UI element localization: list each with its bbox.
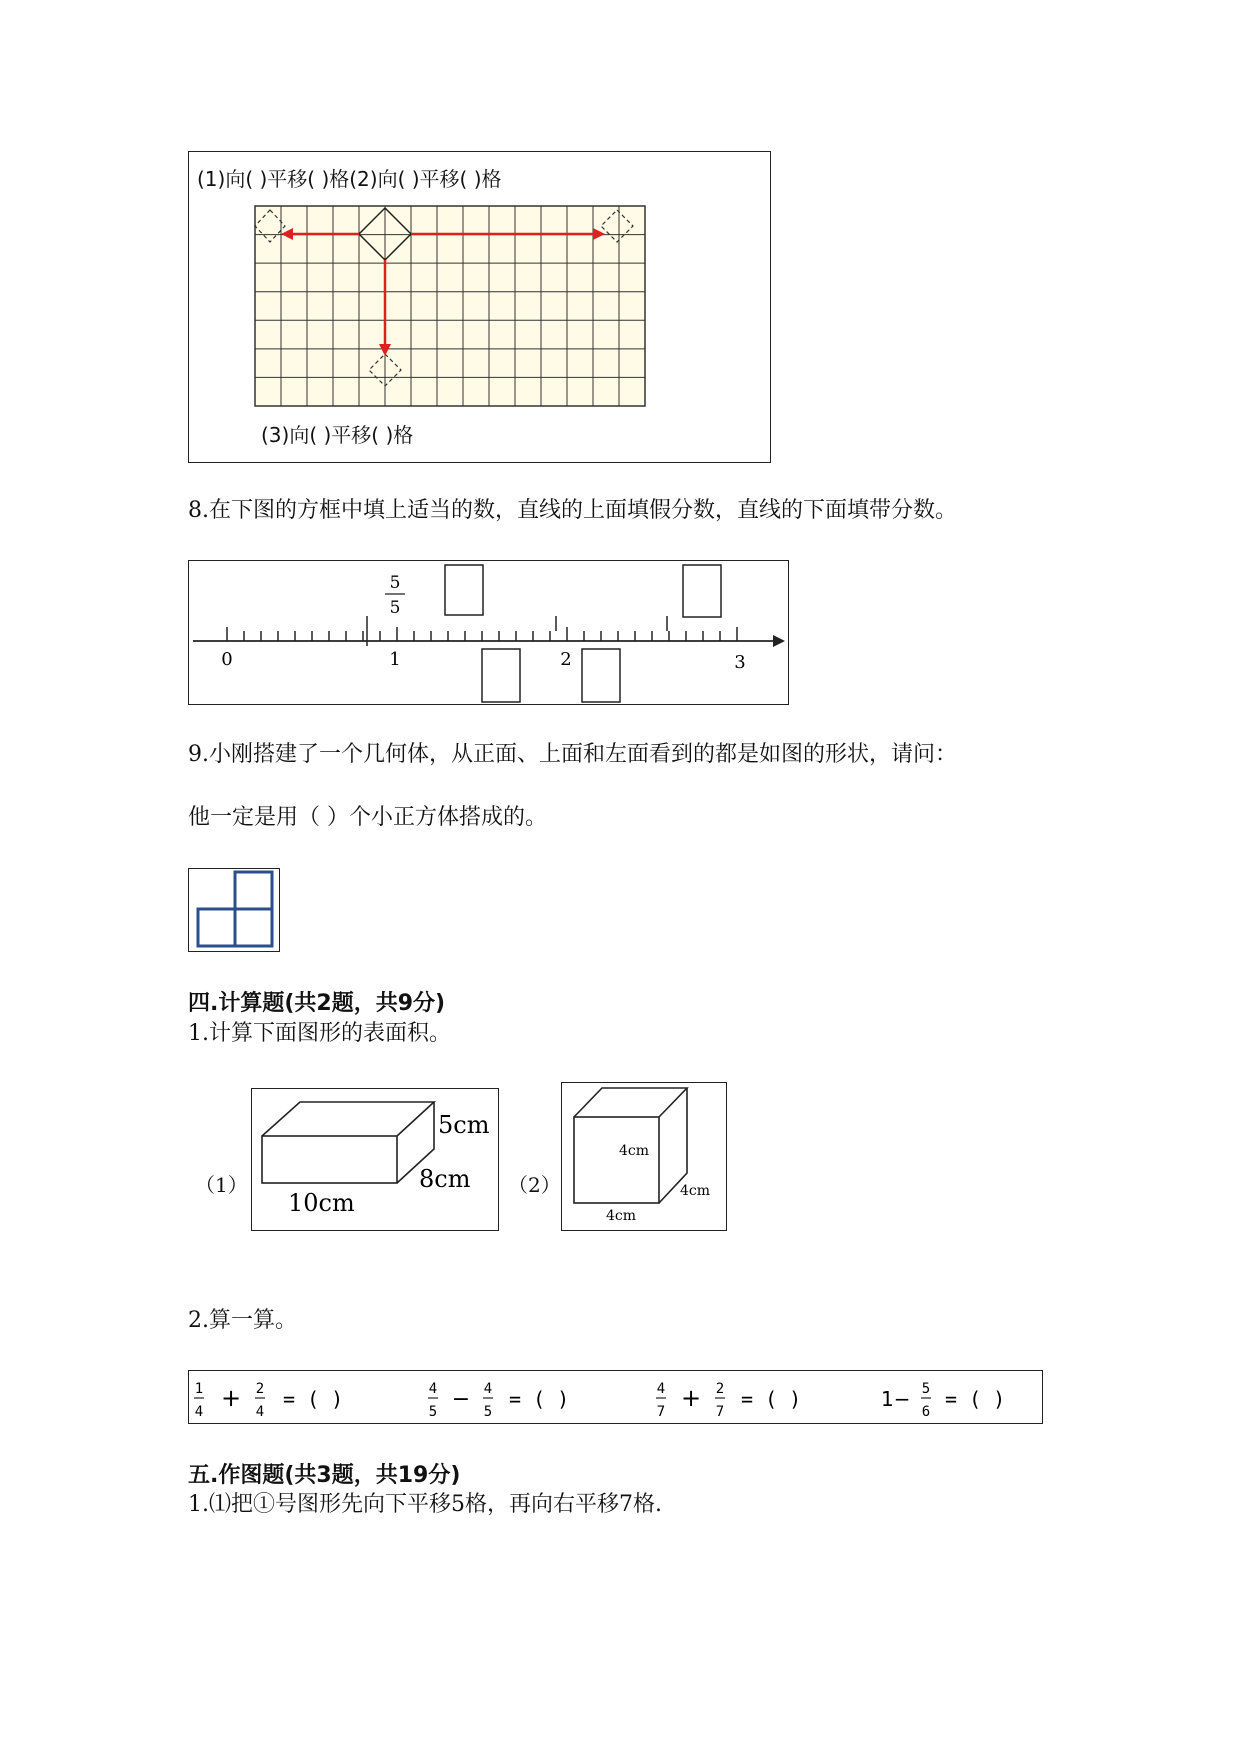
calc-expression-1 bbox=[193, 1371, 383, 1423]
calc-expression-4 bbox=[879, 1371, 1041, 1423]
calc3-denominator-2: 7 bbox=[715, 1404, 725, 1420]
figure-2-label: （2） bbox=[508, 1173, 561, 1197]
axis-label-2: 2 bbox=[560, 649, 572, 670]
fraction-denominator: 5 bbox=[389, 598, 401, 618]
calc1-numerator-2: 2 bbox=[255, 1381, 265, 1397]
section-4-question-2: 2.算一算。 bbox=[188, 1308, 297, 1333]
calc1-numerator-1: 1 bbox=[194, 1381, 204, 1397]
number-line-figure bbox=[188, 560, 789, 705]
calc4-numerator: 5 bbox=[921, 1381, 931, 1397]
calc2-numerator-2: 4 bbox=[483, 1381, 493, 1397]
cuboid-drawing bbox=[252, 1089, 498, 1230]
calc2-denominator-2: 5 bbox=[483, 1404, 493, 1420]
cuboid-figure bbox=[251, 1088, 499, 1231]
cube-edge-label-b: 4cm bbox=[680, 1183, 711, 1199]
cuboid-length-label: 10cm bbox=[288, 1189, 355, 1217]
section-5-title: 五.作图题(共3题，共19分) bbox=[188, 1463, 461, 1488]
answer-box-lower-1 bbox=[482, 649, 520, 702]
calc2-operator: − bbox=[451, 1387, 471, 1412]
cuboid-width-label: 8cm bbox=[419, 1165, 471, 1193]
translation-grid bbox=[189, 152, 770, 462]
three-view-shape bbox=[189, 869, 279, 951]
question-9-blank-line: 他一定是用（ ）个小正方体搭成的。 bbox=[188, 805, 547, 830]
calc1-operator: + bbox=[220, 1384, 242, 1412]
calc-expression-2 bbox=[427, 1371, 617, 1423]
calc2-numerator-1: 4 bbox=[428, 1381, 438, 1397]
calc3-operator: + bbox=[680, 1384, 702, 1412]
calc2-denominator-1: 5 bbox=[428, 1404, 438, 1420]
calc4-lead: 1− bbox=[881, 1387, 911, 1411]
calc1-denominator-1: 4 bbox=[194, 1404, 204, 1420]
answer-box-upper-1 bbox=[445, 565, 483, 615]
question-9-text: 9.小刚搭建了一个几何体，从正面、上面和左面看到的都是如图的形状，请问： bbox=[188, 742, 957, 767]
three-view-figure bbox=[188, 868, 280, 952]
calc4-answer-blank: = ( ) bbox=[945, 1387, 1006, 1411]
calc-expression-3 bbox=[655, 1371, 845, 1423]
cube-drawing bbox=[562, 1083, 726, 1230]
cube-figure bbox=[561, 1082, 727, 1231]
translation-figure bbox=[188, 151, 771, 463]
calc1-denominator-2: 4 bbox=[255, 1404, 265, 1420]
calc4-denominator: 6 bbox=[921, 1404, 931, 1420]
cuboid-height-label: 5cm bbox=[438, 1111, 490, 1139]
number-line bbox=[189, 561, 788, 704]
calc1-answer-blank: = ( ) bbox=[283, 1387, 344, 1411]
answer-box-upper-2 bbox=[683, 565, 721, 617]
question-8-text: 8.在下图的方框中填上适当的数，直线的上面填假分数，直线的下面填带分数。 bbox=[188, 498, 957, 523]
cube-edge-label-a: 4cm bbox=[619, 1143, 650, 1159]
section-4-question-1: 1.计算下面图形的表面积。 bbox=[188, 1021, 451, 1046]
calc3-numerator-2: 2 bbox=[715, 1381, 725, 1397]
calc2-answer-blank: = ( ) bbox=[509, 1387, 570, 1411]
section-5-question-1: 1.⑴把①号图形先向下平移5格，再向右平移7格. bbox=[188, 1492, 662, 1517]
translation-question-3: (3)向( )平移( )格 bbox=[261, 423, 414, 447]
fraction-numerator: 5 bbox=[389, 573, 401, 593]
calculation-strip bbox=[188, 1370, 1043, 1424]
axis-label-0: 0 bbox=[221, 649, 233, 670]
calc3-denominator-1: 7 bbox=[656, 1404, 666, 1420]
axis-label-1: 1 bbox=[389, 649, 401, 670]
cube-edge-label-c: 4cm bbox=[606, 1208, 637, 1224]
calc3-answer-blank: = ( ) bbox=[741, 1387, 802, 1411]
figure-1-label: （1） bbox=[195, 1173, 248, 1197]
axis-label-3: 3 bbox=[734, 652, 746, 673]
answer-box-lower-2 bbox=[582, 649, 620, 702]
calc3-numerator-1: 4 bbox=[656, 1381, 666, 1397]
translation-question-1-2: (1)向( )平移( )格(2)向( )平移( )格 bbox=[197, 167, 502, 191]
section-4-title: 四.计算题(共2题，共9分) bbox=[188, 991, 446, 1016]
